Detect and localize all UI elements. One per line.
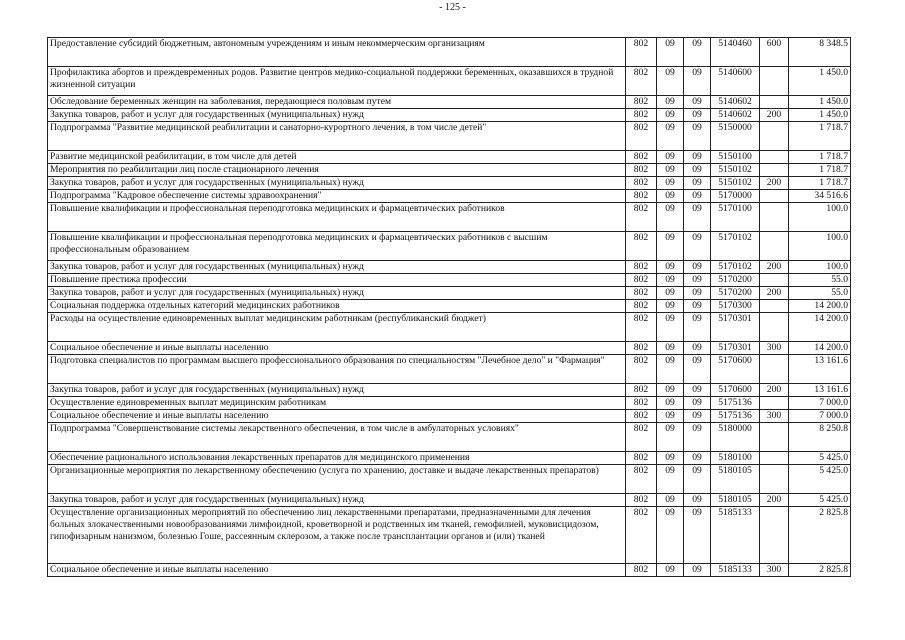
row-expense-type: 200 <box>760 109 789 122</box>
row-amount: 1 450.0 <box>789 67 851 96</box>
row-subsection: 09 <box>684 190 711 203</box>
row-section: 09 <box>657 342 684 355</box>
row-target-article: 5170301 <box>711 342 760 355</box>
row-subsection: 09 <box>684 494 711 507</box>
row-expense-type <box>760 151 789 164</box>
row-name: Социальное обеспечение и иные выплаты населению <box>48 342 626 355</box>
row-subsection: 09 <box>684 38 711 67</box>
row-name: Закупка товаров, работ и услуг для государственных (муниципальных) нужд <box>48 494 626 507</box>
row-admin-code: 802 <box>626 177 657 190</box>
row-admin-code: 802 <box>626 564 657 577</box>
row-expense-type: 300 <box>760 564 789 577</box>
row-name: Подготовка специалистов по программам высшего профессионального образования по специальностям "Лечебное дело" и "Фармация" <box>48 355 626 384</box>
row-subsection: 09 <box>684 203 711 232</box>
row-admin-code: 802 <box>626 261 657 274</box>
row-subsection: 09 <box>684 423 711 452</box>
row-target-article: 5150102 <box>711 164 760 177</box>
row-name: Обеспечение рационального использования лекарственных препаратов для медицинского применения <box>48 452 626 465</box>
table-row <box>48 410 851 423</box>
row-amount: 55.0 <box>789 287 851 300</box>
row-target-article: 5175136 <box>711 410 760 423</box>
row-expense-type <box>760 190 789 203</box>
row-amount: 5 425.0 <box>789 465 851 494</box>
row-admin-code: 802 <box>626 507 657 564</box>
row-section: 09 <box>657 38 684 67</box>
row-target-article: 5170600 <box>711 384 760 397</box>
row-target-article: 5180105 <box>711 465 760 494</box>
row-target-article: 5180000 <box>711 423 760 452</box>
row-name: Обследование беременных женщин на заболевания, передающиеся половым путем <box>48 96 626 109</box>
table-row <box>48 274 851 287</box>
table-row <box>48 423 851 452</box>
row-section: 09 <box>657 313 684 342</box>
row-admin-code: 802 <box>626 397 657 410</box>
row-subsection: 09 <box>684 151 711 164</box>
row-subsection: 09 <box>684 261 711 274</box>
row-section: 09 <box>657 109 684 122</box>
row-name: Повышение квалификации и профессиональная переподготовка медицинских и фармацевтических работников <box>48 203 626 232</box>
row-section: 09 <box>657 151 684 164</box>
row-expense-type: 200 <box>760 177 789 190</box>
row-target-article: 5175136 <box>711 397 760 410</box>
row-subsection: 09 <box>684 300 711 313</box>
row-section: 09 <box>657 564 684 577</box>
row-subsection: 09 <box>684 67 711 96</box>
row-expense-type: 300 <box>760 410 789 423</box>
row-subsection: 09 <box>684 342 711 355</box>
row-section: 09 <box>657 177 684 190</box>
row-target-article: 5140602 <box>711 109 760 122</box>
row-expense-type <box>760 397 789 410</box>
table-row <box>48 190 851 203</box>
row-target-article: 5140460 <box>711 38 760 67</box>
row-amount: 2 825.8 <box>789 564 851 577</box>
row-amount: 13 161.6 <box>789 384 851 397</box>
row-expense-type: 200 <box>760 287 789 300</box>
row-expense-type: 600 <box>760 38 789 67</box>
row-name: Социальное обеспечение и иные выплаты населению <box>48 564 626 577</box>
row-name: Социальное обеспечение и иные выплаты населению <box>48 410 626 423</box>
row-amount: 14 200.0 <box>789 313 851 342</box>
row-name: Мероприятия по реабилитации лиц после стационарного лечения <box>48 164 626 177</box>
row-admin-code: 802 <box>626 287 657 300</box>
row-admin-code: 802 <box>626 313 657 342</box>
page-number: - 125 - <box>439 2 466 13</box>
row-name: Подпрограмма "Кадровое обеспечение системы здравоохранения" <box>48 190 626 203</box>
row-section: 09 <box>657 507 684 564</box>
row-amount: 5 425.0 <box>789 452 851 465</box>
row-subsection: 09 <box>684 452 711 465</box>
row-target-article: 5140600 <box>711 67 760 96</box>
row-name: Закупка товаров, работ и услуг для государственных (муниципальных) нужд <box>48 384 626 397</box>
row-admin-code: 802 <box>626 494 657 507</box>
row-section: 09 <box>657 274 684 287</box>
row-name: Повышение престижа профессии <box>48 274 626 287</box>
row-expense-type: 200 <box>760 384 789 397</box>
row-target-article: 5180100 <box>711 452 760 465</box>
row-target-article: 5170200 <box>711 287 760 300</box>
row-target-article: 5185133 <box>711 564 760 577</box>
row-section: 09 <box>657 494 684 507</box>
table-row <box>48 151 851 164</box>
row-name: Осуществление организационных мероприятий по обеспечению лиц лекарственными препаратами, предназначенными для лечения больных злокачественными новообразованиями лимфоидной, кроветворной и родственных им тканей, гемофилией, муковисцидозом, гипофизарным нанизмом, болезнью Гоше, рассеянным склерозом, а также после трансплантации органов и (или) тканей <box>48 507 626 564</box>
row-section: 09 <box>657 397 684 410</box>
table-row <box>48 452 851 465</box>
row-expense-type <box>760 164 789 177</box>
row-admin-code: 802 <box>626 190 657 203</box>
row-amount: 7 000.0 <box>789 410 851 423</box>
row-target-article: 5150100 <box>711 151 760 164</box>
row-name: Профилактика абортов и преждевременных родов. Развитие центров медико-социальной поддержки беременных, оказавшихся в трудной жизненной ситуации <box>48 67 626 96</box>
table-row <box>48 38 851 67</box>
row-expense-type <box>760 203 789 232</box>
row-admin-code: 802 <box>626 164 657 177</box>
row-amount: 1 718.7 <box>789 122 851 151</box>
row-subsection: 09 <box>684 177 711 190</box>
row-admin-code: 802 <box>626 151 657 164</box>
row-admin-code: 802 <box>626 38 657 67</box>
row-target-article: 5140602 <box>711 96 760 109</box>
row-admin-code: 802 <box>626 342 657 355</box>
row-subsection: 09 <box>684 313 711 342</box>
table-row <box>48 203 851 232</box>
row-target-article: 5170102 <box>711 232 760 261</box>
row-admin-code: 802 <box>626 384 657 397</box>
row-expense-type <box>760 274 789 287</box>
row-subsection: 09 <box>684 164 711 177</box>
table-row <box>48 384 851 397</box>
row-section: 09 <box>657 465 684 494</box>
row-section: 09 <box>657 67 684 96</box>
row-amount: 13 161.6 <box>789 355 851 384</box>
row-amount: 8 250.8 <box>789 423 851 452</box>
table-row <box>48 465 851 494</box>
row-name: Закупка товаров, работ и услуг для государственных (муниципальных) нужд <box>48 177 626 190</box>
row-target-article: 5170301 <box>711 313 760 342</box>
row-expense-type: 200 <box>760 494 789 507</box>
row-name: Расходы на осуществление единовременных выплат медицинским работникам (республиканский бюджет) <box>48 313 626 342</box>
row-section: 09 <box>657 164 684 177</box>
table-row <box>48 177 851 190</box>
row-section: 09 <box>657 410 684 423</box>
row-target-article: 5150000 <box>711 122 760 151</box>
table-row <box>48 355 851 384</box>
row-subsection: 09 <box>684 96 711 109</box>
row-amount: 2 825.8 <box>789 507 851 564</box>
row-admin-code: 802 <box>626 203 657 232</box>
row-amount: 14 200.0 <box>789 300 851 313</box>
table-row <box>48 564 851 577</box>
row-name: Подпрограмма "Развитие медицинской реабилитации и санаторно-курортного лечения, в том числе детей" <box>48 122 626 151</box>
row-amount: 1 718.7 <box>789 151 851 164</box>
row-section: 09 <box>657 261 684 274</box>
row-expense-type <box>760 300 789 313</box>
row-section: 09 <box>657 300 684 313</box>
table-row <box>48 164 851 177</box>
row-admin-code: 802 <box>626 96 657 109</box>
row-admin-code: 802 <box>626 465 657 494</box>
row-name: Закупка товаров, работ и услуг для государственных (муниципальных) нужд <box>48 109 626 122</box>
row-admin-code: 802 <box>626 109 657 122</box>
row-subsection: 09 <box>684 384 711 397</box>
budget-table <box>47 37 851 577</box>
row-target-article: 5185133 <box>711 507 760 564</box>
table-row <box>48 342 851 355</box>
table-row <box>48 507 851 564</box>
row-expense-type <box>760 452 789 465</box>
row-subsection: 09 <box>684 232 711 261</box>
table-row <box>48 232 851 261</box>
row-target-article: 5170102 <box>711 261 760 274</box>
table-row <box>48 96 851 109</box>
row-amount: 100.0 <box>789 232 851 261</box>
row-amount: 1 718.7 <box>789 164 851 177</box>
row-expense-type <box>760 122 789 151</box>
table-row <box>48 300 851 313</box>
row-subsection: 09 <box>684 465 711 494</box>
row-admin-code: 802 <box>626 274 657 287</box>
row-section: 09 <box>657 452 684 465</box>
row-target-article: 5170000 <box>711 190 760 203</box>
table-row <box>48 109 851 122</box>
row-section: 09 <box>657 423 684 452</box>
row-amount: 100.0 <box>789 203 851 232</box>
row-subsection: 09 <box>684 507 711 564</box>
row-admin-code: 802 <box>626 423 657 452</box>
row-name: Подпрограмма "Совершенствование системы лекарственного обеспечения, в том числе в амбулаторных условиях" <box>48 423 626 452</box>
table-row <box>48 287 851 300</box>
row-subsection: 09 <box>684 355 711 384</box>
row-target-article: 5170300 <box>711 300 760 313</box>
row-amount: 1 718.7 <box>789 177 851 190</box>
row-amount: 100.0 <box>789 261 851 274</box>
row-subsection: 09 <box>684 287 711 300</box>
table-row <box>48 397 851 410</box>
row-amount: 1 450.0 <box>789 109 851 122</box>
row-target-article: 5170100 <box>711 203 760 232</box>
row-name: Осуществление единовременных выплат медицинским работникам <box>48 397 626 410</box>
table-row <box>48 261 851 274</box>
row-expense-type <box>760 423 789 452</box>
row-admin-code: 802 <box>626 355 657 384</box>
row-section: 09 <box>657 122 684 151</box>
row-amount: 34 516.6 <box>789 190 851 203</box>
row-target-article: 5180105 <box>711 494 760 507</box>
row-target-article: 5170200 <box>711 274 760 287</box>
row-section: 09 <box>657 232 684 261</box>
table-row <box>48 494 851 507</box>
row-name: Организационные мероприятия по лекарственному обеспечению (услуга по хранению, доставке и выдаче лекарственных препаратов) <box>48 465 626 494</box>
row-expense-type: 300 <box>760 342 789 355</box>
row-subsection: 09 <box>684 564 711 577</box>
row-expense-type: 200 <box>760 261 789 274</box>
row-section: 09 <box>657 287 684 300</box>
row-name: Повышение квалификации и профессиональная переподготовка медицинских и фармацевтических работников с высшим профессиональным образованием <box>48 232 626 261</box>
row-amount: 7 000.0 <box>789 397 851 410</box>
row-section: 09 <box>657 190 684 203</box>
row-admin-code: 802 <box>626 452 657 465</box>
row-expense-type <box>760 232 789 261</box>
row-admin-code: 802 <box>626 232 657 261</box>
row-section: 09 <box>657 384 684 397</box>
row-name: Закупка товаров, работ и услуг для государственных (муниципальных) нужд <box>48 261 626 274</box>
row-name: Развитие медицинской реабилитации, в том числе для детей <box>48 151 626 164</box>
row-name: Закупка товаров, работ и услуг для государственных (муниципальных) нужд <box>48 287 626 300</box>
row-expense-type <box>760 313 789 342</box>
row-subsection: 09 <box>684 410 711 423</box>
row-name: Предоставление субсидий бюджетным, автономным учреждениям и иным некоммерческим организациям <box>48 38 626 67</box>
row-subsection: 09 <box>684 397 711 410</box>
row-subsection: 09 <box>684 122 711 151</box>
row-expense-type <box>760 67 789 96</box>
row-subsection: 09 <box>684 109 711 122</box>
row-amount: 8 348.5 <box>789 38 851 67</box>
row-admin-code: 802 <box>626 410 657 423</box>
row-section: 09 <box>657 96 684 109</box>
table-row <box>48 313 851 342</box>
row-target-article: 5170600 <box>711 355 760 384</box>
row-expense-type <box>760 465 789 494</box>
row-admin-code: 802 <box>626 122 657 151</box>
row-amount: 5 425.0 <box>789 494 851 507</box>
row-admin-code: 802 <box>626 67 657 96</box>
row-target-article: 5150102 <box>711 177 760 190</box>
row-section: 09 <box>657 355 684 384</box>
row-admin-code: 802 <box>626 300 657 313</box>
row-amount: 14 200.0 <box>789 342 851 355</box>
table-row <box>48 67 851 96</box>
row-amount: 55.0 <box>789 274 851 287</box>
row-amount: 1 450.0 <box>789 96 851 109</box>
row-section: 09 <box>657 203 684 232</box>
row-subsection: 09 <box>684 274 711 287</box>
budget-table-body <box>48 38 851 577</box>
table-row <box>48 122 851 151</box>
row-expense-type <box>760 507 789 564</box>
row-expense-type <box>760 96 789 109</box>
row-name: Социальная поддержка отдельных категорий медицинских работников <box>48 300 626 313</box>
row-expense-type <box>760 355 789 384</box>
